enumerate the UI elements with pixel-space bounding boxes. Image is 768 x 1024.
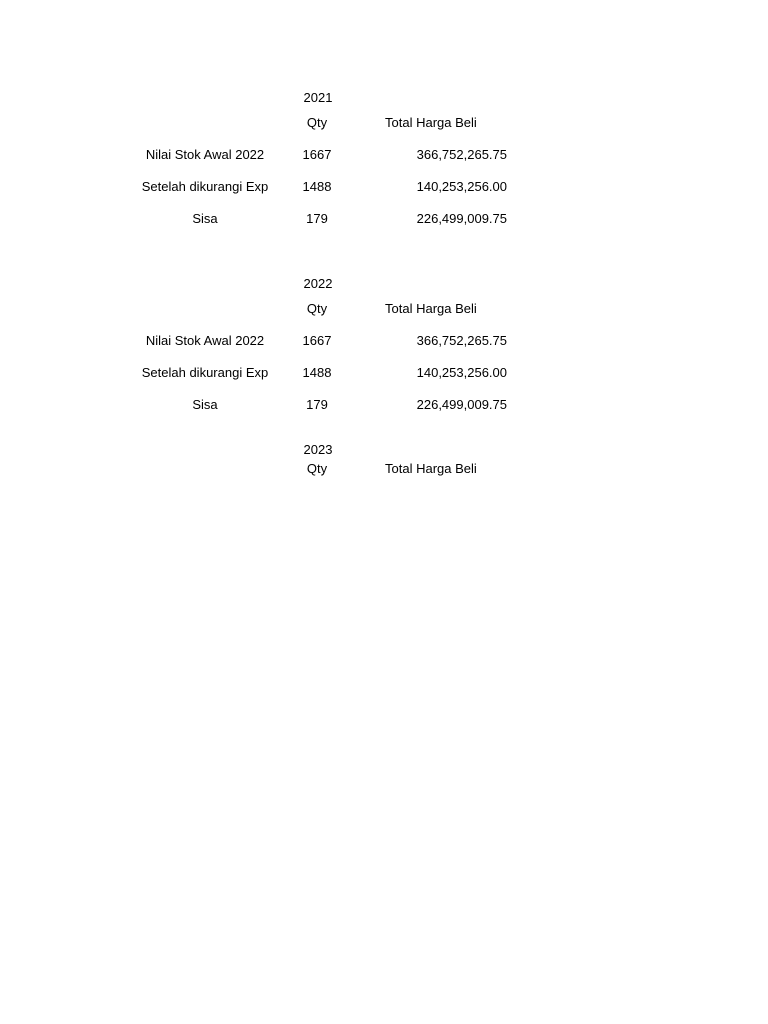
row-qty: 1488 <box>302 365 332 380</box>
row-total: 226,499,009.75 <box>416 211 507 226</box>
year-label-2022: 2022 <box>303 276 333 291</box>
qty-header: Qty <box>306 115 328 130</box>
row-label: Nilai Stok Awal 2022 <box>145 333 265 348</box>
row-label: Nilai Stok Awal 2022 <box>145 147 265 162</box>
total-harga-beli-header: Total Harga Beli <box>385 115 477 130</box>
row-qty: 1667 <box>302 147 332 162</box>
row-total: 140,253,256.00 <box>416 179 507 194</box>
row-qty: 1667 <box>302 333 332 348</box>
row-qty: 179 <box>306 211 328 226</box>
year-label-2023: 2023 <box>303 442 333 457</box>
row-label: Setelah dikurangi Exp <box>141 365 269 380</box>
row-qty: 1488 <box>302 179 332 194</box>
row-total: 226,499,009.75 <box>416 397 507 412</box>
year-label-2021: 2021 <box>303 90 333 105</box>
row-total: 366,752,265.75 <box>416 333 507 348</box>
row-label: Sisa <box>192 211 218 226</box>
row-label: Sisa <box>192 397 218 412</box>
row-qty: 179 <box>306 397 328 412</box>
row-total: 366,752,265.75 <box>416 147 507 162</box>
total-harga-beli-header: Total Harga Beli <box>385 301 477 316</box>
total-harga-beli-header: Total Harga Beli <box>385 461 477 476</box>
qty-header: Qty <box>306 461 328 476</box>
qty-header: Qty <box>306 301 328 316</box>
row-label: Setelah dikurangi Exp <box>141 179 269 194</box>
row-total: 140,253,256.00 <box>416 365 507 380</box>
